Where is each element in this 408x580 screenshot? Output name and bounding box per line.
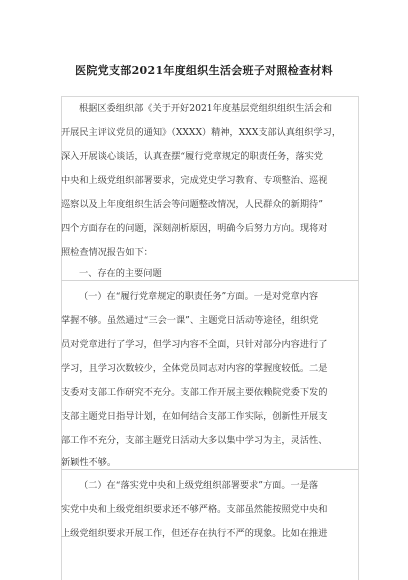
body-line: 照检查情况报告如下：	[61, 247, 153, 258]
body-line: 根据区委组织部《关于开好2021年度基层党组织组织生活会和	[79, 103, 333, 114]
section-heading: 一、存在的主要问题	[61, 268, 359, 281]
body-line: （一）在“履行党章规定的职责任务”方面。一是对党章内容	[79, 291, 319, 302]
body-line: 上级党组织要求开展工作，但还存在执行不严的现象。比如在推进	[61, 528, 328, 539]
body-line: 掌握不够。虽然通过“三会一课”、主题党日活动等途径，组织党	[61, 315, 319, 326]
body-line: 深入开展谈心谈话，认真查摆“履行党章规定的职责任务，落实党	[61, 151, 323, 162]
body-line: 四个方面存在的问题，深刻剖析原因，明确今后努力方向。现将对	[61, 223, 328, 234]
body-line: 学习，且学习次数较少，全体党员同志对内容的掌握度较低。二是	[61, 363, 328, 374]
body-line: 员对党章进行了学习，但学习内容不全面，只针对部分内容进行了	[61, 339, 328, 350]
body-line: 支部主题党日指导计划，在如何结合支部工作实际，创新性开展支	[61, 411, 328, 422]
body-line: 实党中央和上级党组织要求还不够严格。支部虽然能按照党中央和	[61, 504, 328, 515]
body-line: 巡察以及上年度组织生活会等问题整改情况，人民群众的新期待”	[61, 199, 323, 210]
body-line: 部工作不充分，支部主题党日活动大多以集中学习为主，灵活性、	[61, 435, 328, 446]
body-line: （二）在“落实党中央和上级党组织部署要求”方面。一是落	[79, 480, 319, 491]
body-line: 支委对支部工作研究不充分。支部工作开展主要依赖院党委下发的	[61, 387, 328, 398]
body-line: 新颖性不够。	[61, 457, 359, 470]
body-line: 开展民主评议党员的通知》（XXXX）精神，XXX支部认真组织学习，	[61, 127, 342, 138]
body-line: 中央和上级党组织部署要求，完成党史学习教育、专项整治、巡视	[61, 175, 328, 186]
document-title: 医院党支部2021年度组织生活会班子对照检查材料	[75, 64, 333, 77]
